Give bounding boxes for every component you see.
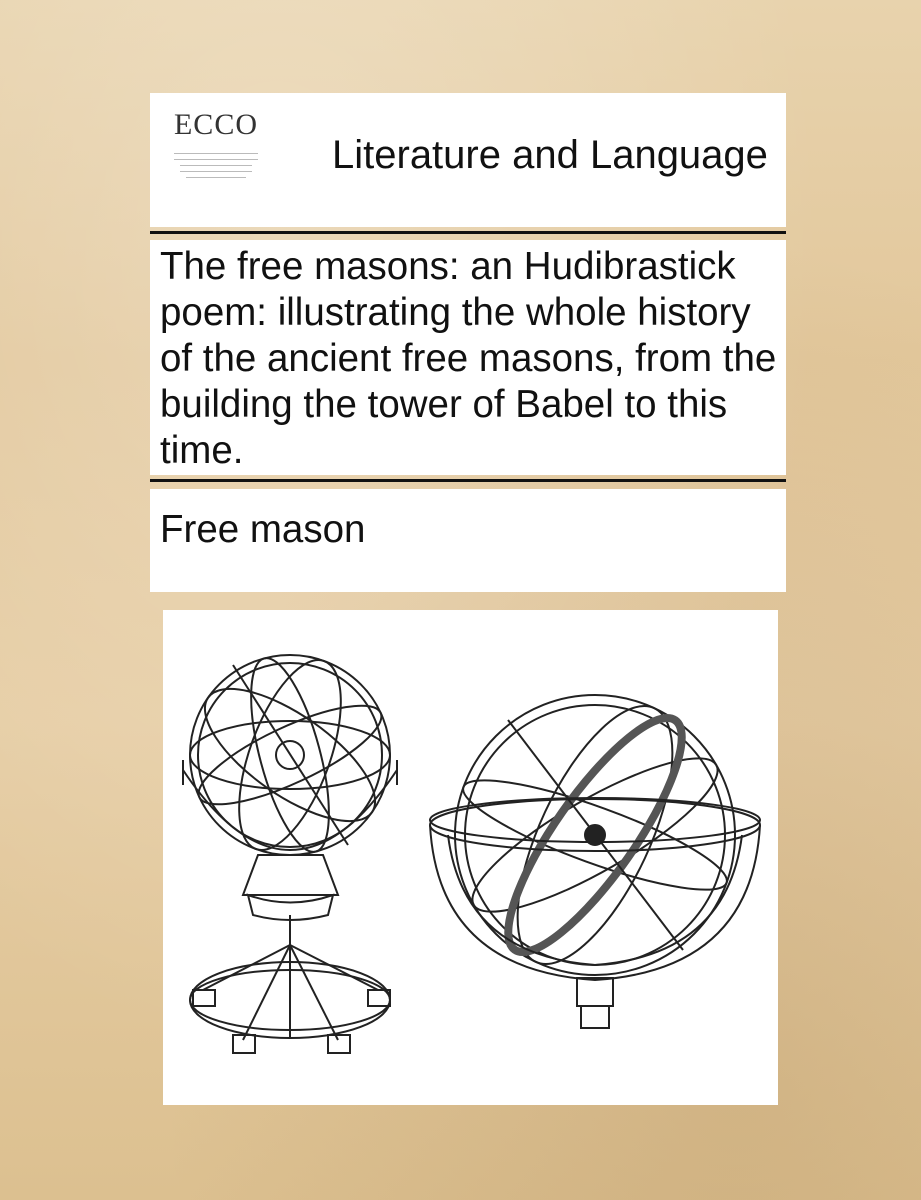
armillary-spheres-illustration [163, 610, 778, 1105]
logo-text: ECCO [173, 108, 258, 141]
book-title: The free masons: an Hudibrastick poem: illustrating the whole history of the ancient free masons, from the building the tower of Babel to this time. [160, 245, 777, 472]
divider [150, 231, 786, 234]
logo-fine-print-icon [166, 148, 266, 212]
armillary-sphere-right-icon [430, 685, 760, 1028]
armillary-sphere-left-icon [183, 647, 397, 1053]
book-author: Free mason [160, 508, 366, 551]
ecco-logo [166, 108, 266, 212]
series-title: Literature and Language [332, 133, 768, 177]
divider [150, 479, 786, 482]
